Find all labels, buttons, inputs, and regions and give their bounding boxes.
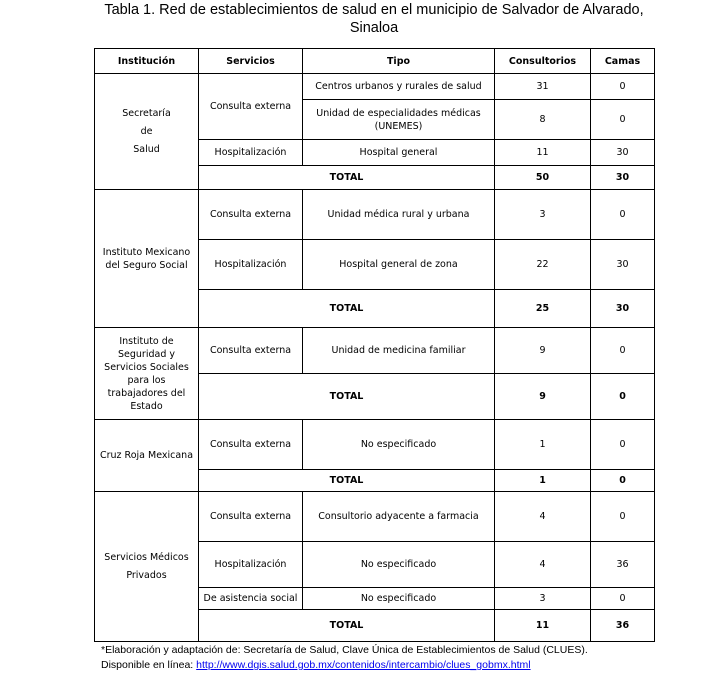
institution-cell-cruz-roja xyxy=(95,420,199,492)
camas-cell: 36 xyxy=(591,542,655,588)
header-institucion: Institución xyxy=(95,49,199,74)
type-cell: Hospital general de zona xyxy=(303,240,495,290)
institution-cell-imss xyxy=(95,190,199,328)
footnote-source: *Elaboración y adaptación de: Secretaría de Salud, Clave Única de Establecimientos de Salud (CLUES). xyxy=(101,644,588,656)
type-cell: Centros urbanos y rurales de salud xyxy=(303,74,495,100)
type-cell: Hospital general xyxy=(303,140,495,166)
institution-cell-privados xyxy=(95,492,199,642)
total-camas: 36 xyxy=(591,610,655,642)
consultorios-cell: 4 xyxy=(495,542,591,588)
total-consultorios: 50 xyxy=(495,166,591,190)
header-consultorios: Consultorios xyxy=(495,49,591,74)
consultorios-cell: 1 xyxy=(495,420,591,470)
clues-source-link[interactable]: http://www.dgis.salud.gob.mx/contenidos/intercambio/clues_gobmx.html xyxy=(196,659,531,671)
total-label: TOTAL xyxy=(199,470,495,492)
institution-name-line: Cruz Roja Mexicana xyxy=(99,450,194,461)
table-title xyxy=(94,1,654,37)
health-facilities-table xyxy=(94,48,655,642)
institution-name-line: Salud xyxy=(133,143,160,155)
table-row xyxy=(95,328,655,374)
camas-cell: 0 xyxy=(591,492,655,542)
table-row xyxy=(95,420,655,470)
total-consultorios: 11 xyxy=(495,610,591,642)
type-cell: Unidad médica rural y urbana xyxy=(303,190,495,240)
institution-name-line: Seguridad y xyxy=(118,348,175,360)
institution-name-line: Instituto de xyxy=(119,335,174,347)
table-row xyxy=(95,74,655,100)
header-camas: Camas xyxy=(591,49,655,74)
institution-name-line: de xyxy=(140,125,153,137)
service-cell: De asistencia social xyxy=(199,588,303,610)
service-cell: Hospitalización xyxy=(199,140,303,166)
header-tipo: Tipo xyxy=(303,49,495,74)
type-cell: No especificado xyxy=(303,542,495,588)
camas-cell: 0 xyxy=(591,100,655,140)
camas-cell: 0 xyxy=(591,328,655,374)
camas-cell: 0 xyxy=(591,588,655,610)
total-camas: 0 xyxy=(591,374,655,420)
total-consultorios: 9 xyxy=(495,374,591,420)
total-label: TOTAL xyxy=(199,610,495,642)
type-cell: Unidad de especialidades médicas (UNEMES) xyxy=(303,100,495,140)
total-camas: 30 xyxy=(591,166,655,190)
title-line-2: Sinaloa xyxy=(349,20,399,36)
consultorios-cell: 9 xyxy=(495,328,591,374)
total-consultorios: 1 xyxy=(495,470,591,492)
total-label: TOTAL xyxy=(199,290,495,328)
service-cell: Consulta externa xyxy=(199,190,303,240)
service-cell: Hospitalización xyxy=(199,542,303,588)
institution-name-line: Servicios Médicos xyxy=(104,551,189,563)
total-consultorios: 25 xyxy=(495,290,591,328)
type-cell: No especificado xyxy=(303,588,495,610)
institution-name-line: Estado xyxy=(130,400,163,412)
institution-cell-issste xyxy=(95,328,199,420)
footnote-prefix: Disponible en línea: xyxy=(101,659,197,671)
service-cell: Hospitalización xyxy=(199,240,303,290)
header-servicios: Servicios xyxy=(199,49,303,74)
institution-name-line: trabajadores del xyxy=(107,387,186,399)
institution-name-line: Instituto Mexicano xyxy=(102,246,191,258)
institution-name-line: para los xyxy=(127,374,166,386)
total-label: TOTAL xyxy=(199,374,495,420)
type-cell: Consultorio adyacente a farmacia xyxy=(303,492,495,542)
camas-cell: 0 xyxy=(591,420,655,470)
total-camas: 30 xyxy=(591,290,655,328)
header-row xyxy=(95,49,655,74)
camas-cell: 0 xyxy=(591,190,655,240)
institution-cell-ss xyxy=(95,74,199,190)
total-label: TOTAL xyxy=(199,166,495,190)
service-cell: Consulta externa xyxy=(199,420,303,470)
title-line-1: Tabla 1. Red de establecimientos de salud en el municipio de Salvador de Alvarado, xyxy=(104,2,644,18)
camas-cell: 0 xyxy=(591,74,655,100)
table-row xyxy=(95,492,655,542)
camas-cell: 30 xyxy=(591,140,655,166)
consultorios-cell: 22 xyxy=(495,240,591,290)
type-cell: No especificado xyxy=(303,420,495,470)
consultorios-cell: 31 xyxy=(495,74,591,100)
consultorios-cell: 8 xyxy=(495,100,591,140)
service-cell: Consulta externa xyxy=(199,328,303,374)
footnote-availability xyxy=(101,658,588,673)
consultorios-cell: 3 xyxy=(495,190,591,240)
service-cell: Consulta externa xyxy=(199,492,303,542)
service-cell: Consulta externa xyxy=(199,74,303,140)
table-row xyxy=(95,190,655,240)
camas-cell: 30 xyxy=(591,240,655,290)
institution-name-line: Secretaría xyxy=(122,107,171,119)
institution-name-line: Privados xyxy=(126,569,167,581)
institution-name-line: del Seguro Social xyxy=(105,259,188,271)
type-cell: Unidad de medicina familiar xyxy=(303,328,495,374)
consultorios-cell: 11 xyxy=(495,140,591,166)
institution-name-line: Servicios Sociales xyxy=(104,361,189,373)
consultorios-cell: 3 xyxy=(495,588,591,610)
total-camas: 0 xyxy=(591,470,655,492)
footnote xyxy=(101,643,588,673)
consultorios-cell: 4 xyxy=(495,492,591,542)
